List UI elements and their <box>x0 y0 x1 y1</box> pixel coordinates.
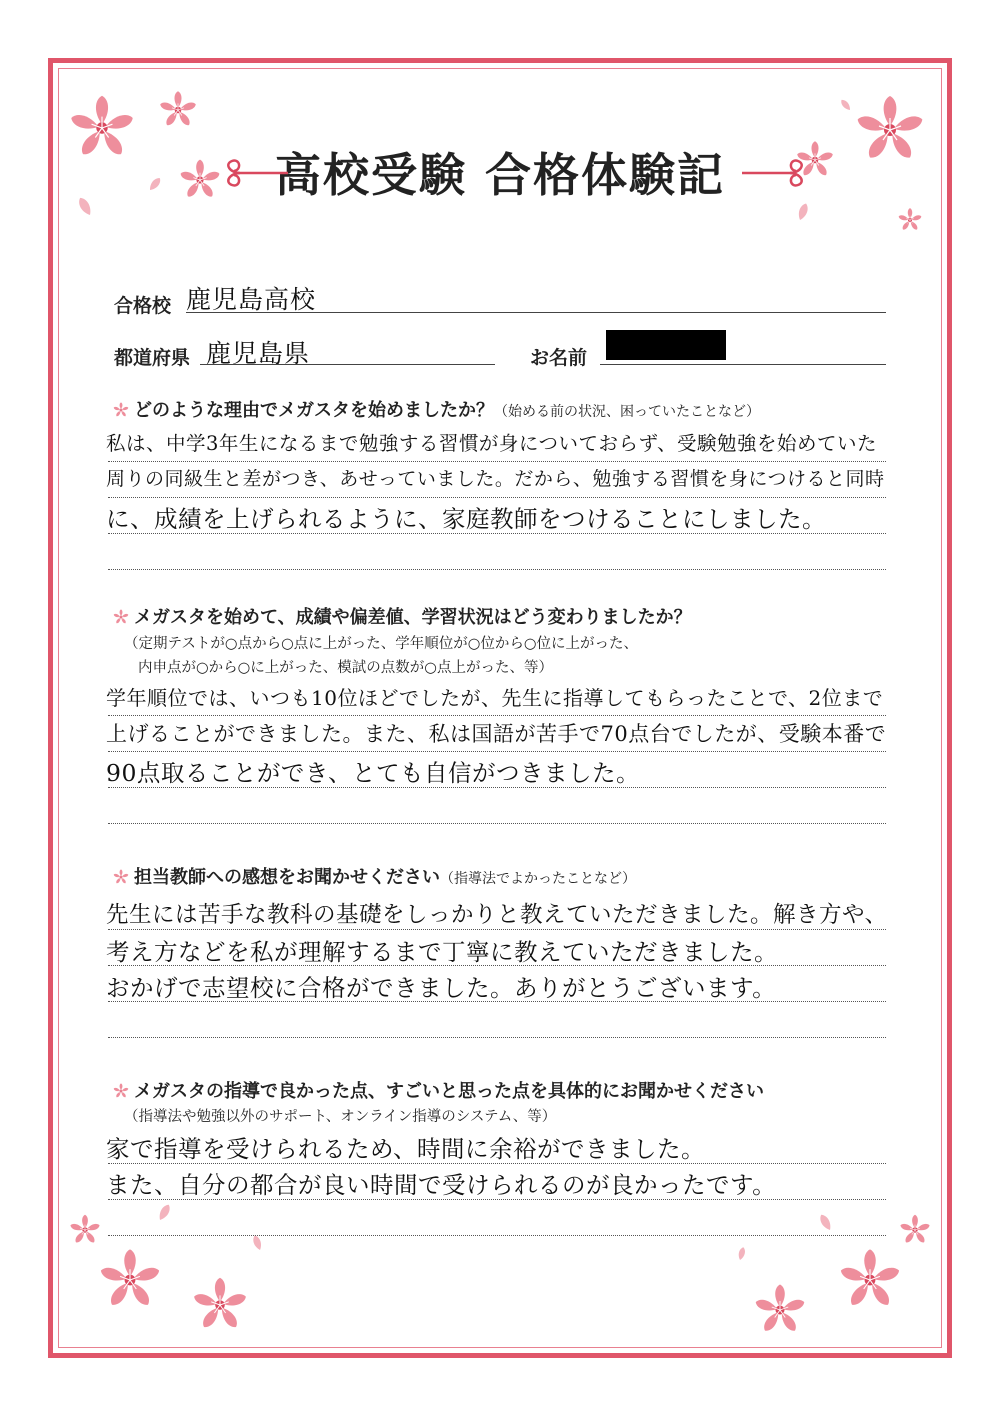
rule-line <box>108 1163 886 1164</box>
question-4-title: メガスタの指導で良かった点、すごいと思った点を具体的にお聞かせください <box>134 1081 764 1102</box>
rule-line <box>108 787 886 788</box>
name-line <box>600 364 886 365</box>
sakura-icon <box>112 401 130 419</box>
prefecture-line <box>200 364 495 365</box>
question-1-sub: （始める前の状況、困っていたことなど） <box>494 404 760 420</box>
prefecture-value: 鹿児島県 <box>206 339 311 368</box>
question-1-heading <box>112 396 760 422</box>
school-value: 鹿児島高校 <box>186 285 317 314</box>
page-title: 高校受験 合格体験記 <box>274 148 725 202</box>
swirl-right-icon <box>740 158 820 188</box>
question-3-heading <box>112 863 636 889</box>
rule-line <box>108 533 886 534</box>
rule-line <box>108 497 886 498</box>
question-4-note-1: （指導法や勉強以外のサポート、オンライン指導のシステム、等） <box>124 1109 557 1125</box>
question-3-sub: （指導法でよかったことなど） <box>440 871 636 887</box>
question-2-title: メガスタを始めて、成績や偏差値、学習状況はどう変わりましたか？ <box>134 607 692 628</box>
answer-1-line-1: 私は、中学3年生になるまで勉強する習慣が身についておらず、受験勉強を始めていた <box>106 432 877 455</box>
answer-1-line-3: に、成績を上げられるように、家庭教師をつけることにしました。 <box>106 505 826 533</box>
name-redaction <box>606 330 726 360</box>
answer-3-line-2: 考え方などを私が理解するまで丁寧に教えていただきました。 <box>106 938 778 966</box>
rule-line <box>108 965 886 966</box>
rule-line <box>108 1199 886 1200</box>
answer-3-line-1: 先生には苦手な教科の基礎をしっかりと教えていただきました。解き方や、 <box>106 902 888 928</box>
rule-line <box>108 1235 886 1236</box>
question-3-title: 担当教師への感想をお聞かせください <box>134 867 440 888</box>
question-2-note-1: （定期テストが○点から○点に上がった、学年順位が○位から○位に上がった、 <box>124 636 639 652</box>
sakura-icon <box>112 868 130 886</box>
answer-4-line-1: 家で指導を受けられるため、時間に余裕ができました。 <box>106 1135 706 1163</box>
answer-4-line-2: また、自分の都合が良い時間で受けられるのが良かったです。 <box>106 1171 777 1199</box>
answer-2-line-2: 上げることができました。また、私は国語が苦手で70点台でしたが、受験本番で <box>106 722 887 746</box>
question-4-heading <box>112 1077 764 1103</box>
swirl-left-icon <box>210 158 290 188</box>
rule-line <box>108 569 886 570</box>
answer-1-line-2: 周りの同級生と差がつき、あせっていました。だから、勉強する習慣を身につけると同時 <box>106 468 885 490</box>
question-2-heading <box>112 603 692 629</box>
rule-line <box>108 929 886 930</box>
sakura-icon <box>112 1082 130 1100</box>
question-2-note-2: 内申点が○から○に上がった、模試の点数が○点上がった、等） <box>138 660 553 676</box>
answer-2-line-3: 90点取ることができ、とても自信がつきました。 <box>106 759 640 787</box>
question-1-title: どのような理由でメガスタを始めましたか？ <box>134 400 494 421</box>
sakura-icon <box>112 608 130 626</box>
answer-3-line-3: おかげで志望校に合格ができました。ありがとうございます。 <box>106 974 777 1002</box>
school-label: 合格校 <box>114 295 172 317</box>
school-line <box>186 312 886 313</box>
rule-line <box>108 823 886 824</box>
rule-line <box>108 1001 886 1002</box>
rule-line <box>108 751 886 752</box>
rule-line <box>108 1037 886 1038</box>
prefecture-label: 都道府県 <box>114 347 191 369</box>
rule-line <box>108 461 886 462</box>
answer-2-line-1: 学年順位では、いつも10位ほどでしたが、先生に指導してもらったことで、2位まで <box>106 686 884 710</box>
rule-line <box>108 715 886 716</box>
name-label: お名前 <box>530 347 588 369</box>
title-block <box>150 140 850 210</box>
